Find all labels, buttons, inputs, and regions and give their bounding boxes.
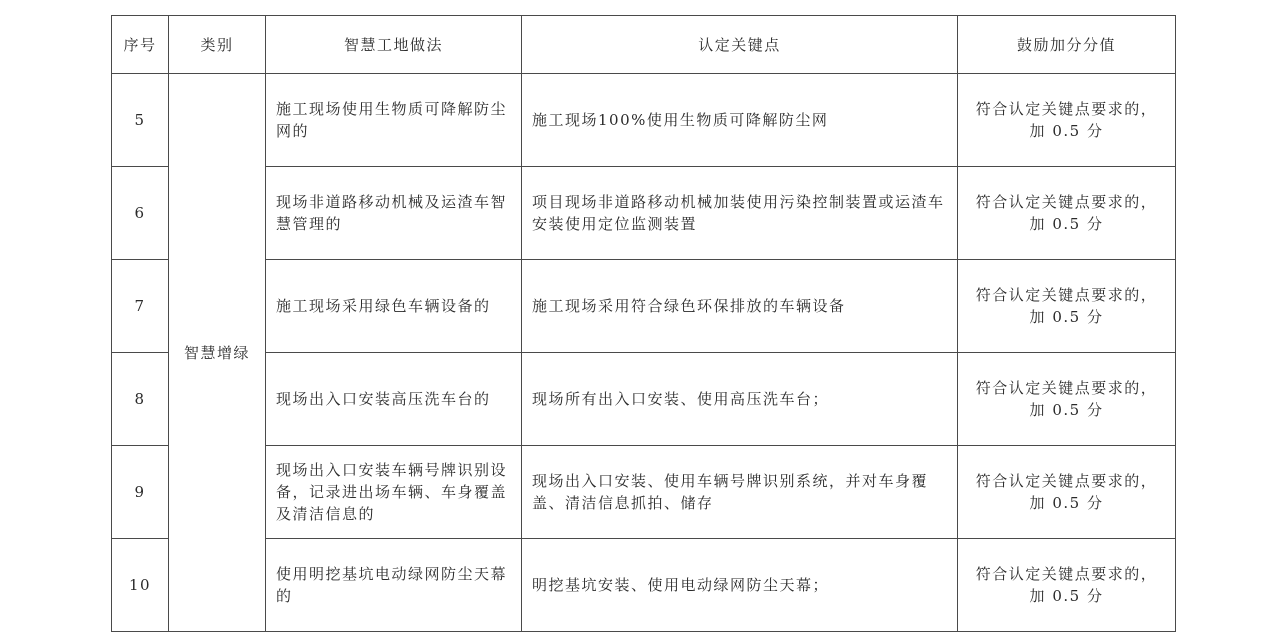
header-practice: 智慧工地做法 [266, 16, 522, 74]
row-practice: 施工现场使用生物质可降解防尘网的 [266, 74, 522, 167]
row-practice: 现场出入口安装车辆号牌识别设备，记录进出场车辆、车身覆盖及清洁信息的 [266, 446, 522, 539]
table-row [112, 74, 1176, 167]
header-num: 序号 [112, 16, 169, 74]
row-practice: 现场出入口安装高压洗车台的 [266, 353, 522, 446]
bonus-condition: 符合认定关键点要求的， [975, 379, 1158, 397]
row-practice: 施工现场采用绿色车辆设备的 [266, 260, 522, 353]
table-row [112, 446, 1176, 539]
row-num: 5 [112, 74, 169, 167]
table-row [112, 260, 1176, 353]
bonus-value: 加 0.5 分 [1029, 122, 1104, 140]
row-bonus [958, 539, 1176, 632]
bonus-condition: 符合认定关键点要求的， [975, 472, 1158, 490]
row-bonus [958, 446, 1176, 539]
bonus-value: 加 0.5 分 [1029, 308, 1104, 326]
bonus-condition: 符合认定关键点要求的， [975, 565, 1158, 583]
table-row [112, 353, 1176, 446]
row-num: 9 [112, 446, 169, 539]
row-num: 7 [112, 260, 169, 353]
row-key-points: 现场所有出入口安装、使用高压洗车台； [522, 353, 958, 446]
row-practice: 现场非道路移动机械及运渣车智慧管理的 [266, 167, 522, 260]
row-bonus [958, 260, 1176, 353]
row-practice: 使用明挖基坑电动绿网防尘天幕的 [266, 539, 522, 632]
bonus-condition: 符合认定关键点要求的， [975, 286, 1158, 304]
row-num: 6 [112, 167, 169, 260]
row-key-points: 施工现场100%使用生物质可降解防尘网 [522, 74, 958, 167]
bonus-value: 加 0.5 分 [1029, 587, 1104, 605]
row-bonus [958, 353, 1176, 446]
header-bonus: 鼓励加分分值 [958, 16, 1176, 74]
row-key-points: 施工现场采用符合绿色环保排放的车辆设备 [522, 260, 958, 353]
row-key-points: 项目现场非道路移动机械加装使用污染控制装置或运渣车安装使用定位监测装置 [522, 167, 958, 260]
row-bonus [958, 167, 1176, 260]
bonus-value: 加 0.5 分 [1029, 494, 1104, 512]
bonus-value: 加 0.5 分 [1029, 401, 1104, 419]
bonus-condition: 符合认定关键点要求的， [975, 100, 1158, 118]
row-num: 8 [112, 353, 169, 446]
row-key-points: 明挖基坑安装、使用电动绿网防尘天幕； [522, 539, 958, 632]
category-cell: 智慧增绿 [169, 74, 266, 632]
table-row [112, 167, 1176, 260]
header-key-points: 认定关键点 [522, 16, 958, 74]
bonus-value: 加 0.5 分 [1029, 215, 1104, 233]
table-row [112, 539, 1176, 632]
bonus-condition: 符合认定关键点要求的， [975, 193, 1158, 211]
row-bonus [958, 74, 1176, 167]
header-row [112, 16, 1176, 74]
row-num: 10 [112, 539, 169, 632]
scoring-table [111, 15, 1176, 632]
row-key-points: 现场出入口安装、使用车辆号牌识别系统，并对车身覆盖、清洁信息抓拍、储存 [522, 446, 958, 539]
header-category: 类别 [169, 16, 266, 74]
